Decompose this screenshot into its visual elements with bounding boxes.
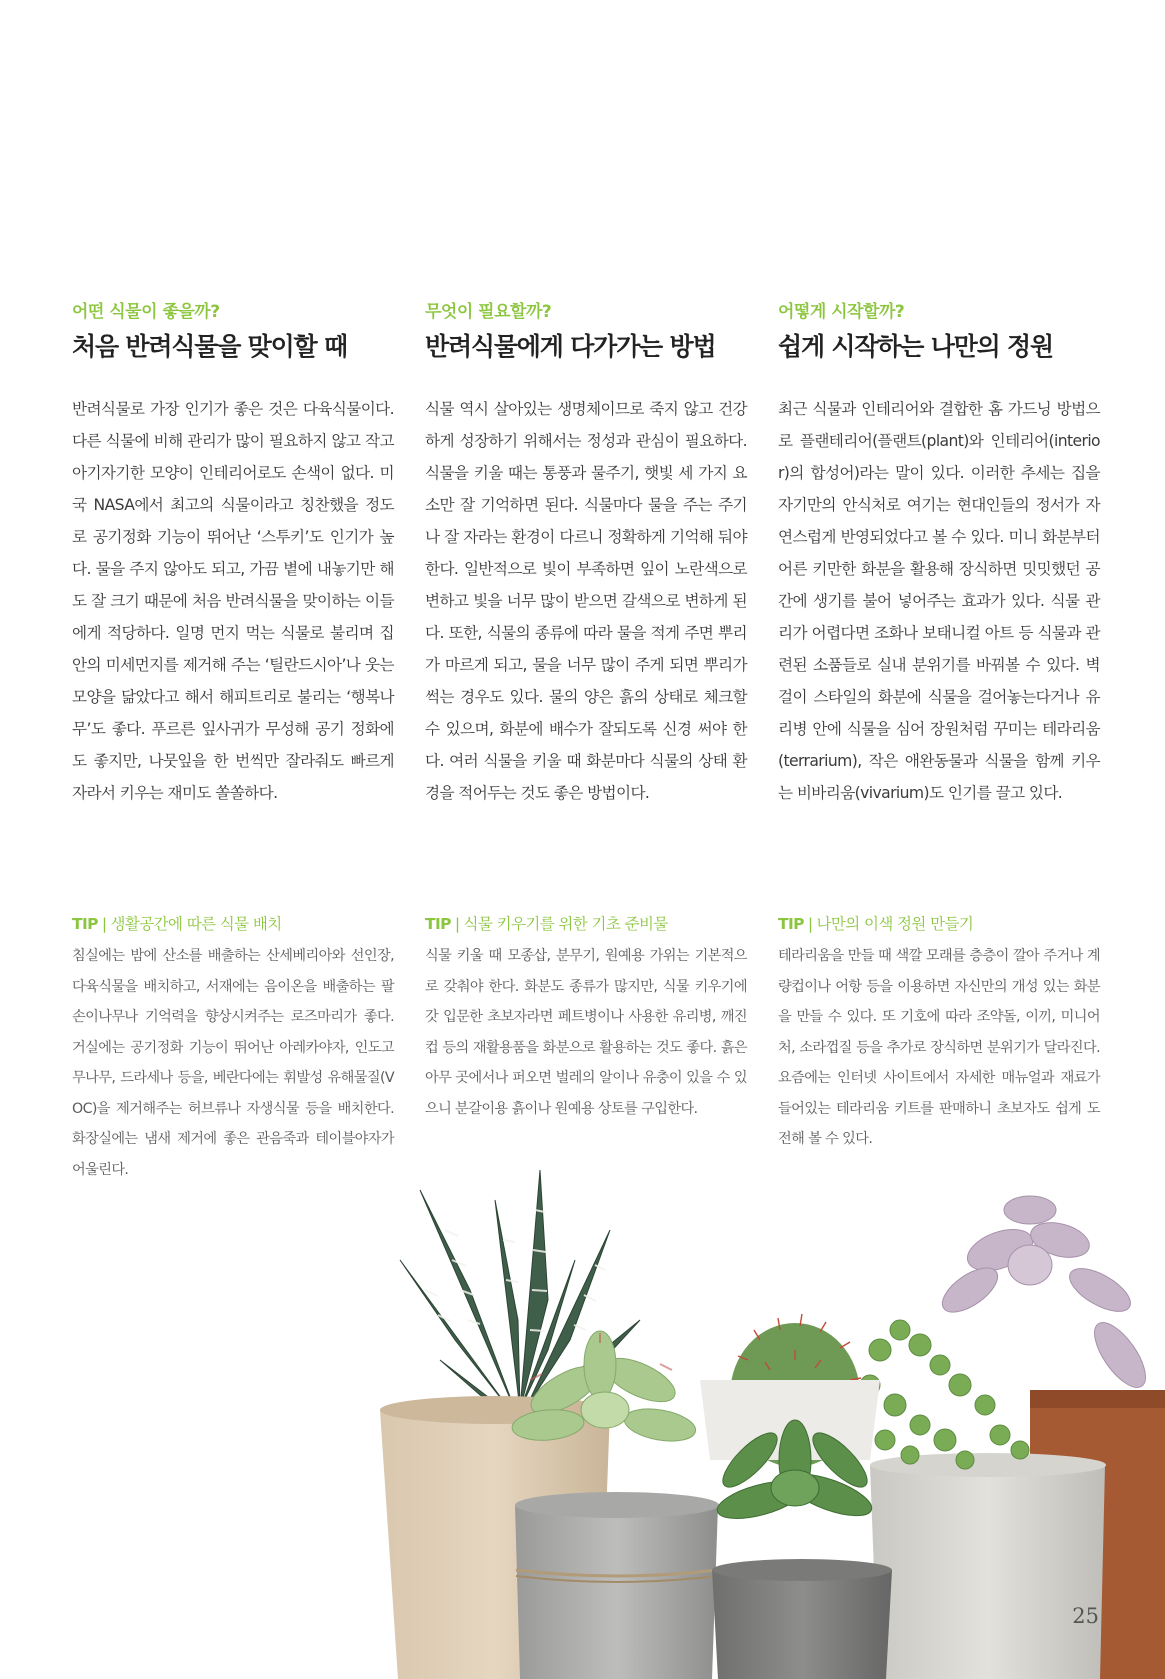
- tip-heading: 식물 키우기를 위한 기초 준비물: [463, 915, 668, 933]
- kicker-1: 어떤 식물이 좋을까?: [72, 302, 220, 322]
- heading-3: 쉽게 시작하는 나만의 정원: [778, 332, 1053, 361]
- grey-cement-pot: [515, 1505, 718, 1679]
- tip-body-3: 테라리움을 만들 때 색깔 모래를 층층이 깔아 주거나 계량컵이나 어항 등을 이용하면 자신만의 개성 있는 화분을 만들 수 있다. 또 기호에 따라 조약돌, 이끼, 미니어처, 소라껍질 등을 추가로 장식하면 분위기가 달라진다. 요즘에는 인터넷 사이트에서 자세한 매뉴얼과 재료가 들어있는 테라리움 키트를 판매하니 초보자도 쉽게 도전해 볼 수 있다.: [778, 948, 1100, 1147]
- tip-label: TIP: [72, 915, 98, 933]
- tip-separator: |: [454, 915, 460, 933]
- tip-heading: 생활공간에 따른 식물 배치: [110, 915, 282, 933]
- tip-title-2: [425, 912, 668, 934]
- kicker-3: 어떻게 시작할까?: [778, 302, 905, 322]
- tip-body-1: 침실에는 밤에 산소를 배출하는 산세베리아와 선인장, 다육식물을 배치하고, 서재에는 음이온을 배출하는 팔손이나무나 기억력을 향상시켜주는 로즈마리가 좋다. 거실에는 공기정화 기능이 뛰어난 아레카야자, 인도고무나무, 드라세나 등을, 베란다에는 휘발성 유해물질(VOC)을 제거해주는 허브류나 자생식물 등을 배치한다. 화장실에는 냄새 제거에 좋은 관음죽과 테이블야자가 어울린다.: [72, 948, 394, 1178]
- tip-title-3: [778, 912, 973, 934]
- body-text-2: 식물 역시 살아있는 생명체이므로 죽지 않고 건강하게 성장하기 위해서는 정성과 관심이 필요하다. 식물을 키울 때는 통풍과 물주기, 햇빛 세 가지 요소만 잘 기억하면 된다. 식물마다 물을 주는 주기나 잘 자라는 환경이 다르니 정확하게 기억해 둬야 한다. 일반적으로 빛이 부족하면 잎이 노란색으로 변하고 빛을 너무 많이 받으면 갈색으로 변하게 된다. 또한, 식물의 종류에 따라 물을 적게 주면 뿌리가 마르게 되고, 물을 너무 많이 주게 되면 뿌리가 썩는 경우도 있다. 물의 양은 흙의 상태로 체크할 수 있으며, 화분에 배수가 잘되도록 신경 써야 한다. 여러 식물을 키울 때 화분마다 식물의 상태 환경을 적어두는 것도 좋은 방법이다.: [425, 400, 747, 802]
- tip-label: TIP: [425, 915, 451, 933]
- light-cement-pot: [870, 1465, 1105, 1679]
- dark-cement-pot: [712, 1570, 892, 1679]
- heading-1: 처음 반려식물을 맞이할 때: [72, 332, 347, 361]
- purple-echeveria: [935, 1196, 1155, 1395]
- tip-body-2: 식물 키울 때 모종삽, 분무기, 원예용 가위는 기본적으로 갖춰야 한다. 화분도 종류가 많지만, 식물 키우기에 갓 입문한 초보자라면 페트병이나 사용한 유리병, 깨진 컵 등의 재활용품을 화분으로 활용하는 것도 좋다. 흙은 아무 곳에서나 퍼오면 벌레의 알이나 유충이 있을 수 있으니 분갈이용 흙이나 원예용 상토를 구입한다.: [425, 948, 747, 1117]
- tip-heading: 나만의 이색 정원 만들기: [816, 915, 974, 933]
- body-text-3: 최근 식물과 인테리어와 결합한 홈 가드닝 방법으로 플랜테리어(플랜트(plant)와 인테리어(interior)의 합성어)라는 말이 있다. 이러한 추세는 집을 자기만의 안식처로 여기는 현대인들의 정서가 자연스럽게 반영되었다고 볼 수 있다. 미니 화분부터 어른 키만한 화분을 활용해 장식하면 밋밋했던 공간에 생기를 불어 넣어주는 효과가 있다. 식물 관리가 어렵다면 조화나 보태니컬 아트 등 식물과 관련된 소품들로 실내 분위기를 바꿔볼 수 있다. 벽걸이 스타일의 화분에 식물을 걸어놓는다거나 유리병 안에 식물을 심어 장원처럼 꾸미는 테라리움(terrarium), 작은 애완동물과 식물을 함께 키우는 비바리움(vivarium)도 인기를 끌고 있다.: [778, 400, 1100, 802]
- page-number: 25: [1072, 1604, 1099, 1628]
- tip-label: TIP: [778, 915, 804, 933]
- tip-separator: |: [807, 915, 813, 933]
- kicker-2: 무엇이 필요할까?: [425, 302, 552, 322]
- heading-2: 반려식물에게 다가가는 방법: [425, 332, 716, 361]
- potted-succulents-photo: [0, 1170, 1165, 1679]
- body-text-1: 반려식물로 가장 인기가 좋은 것은 다육식물이다. 다른 식물에 비해 관리가 많이 필요하지 않고 작고 아기자기한 모양이 인테리어로도 손색이 없다. 미국 NASA에서 최고의 식물이라고 칭찬했을 정도로 공기정화 기능이 뛰어난 ‘스투키’도 인기가 높다. 물을 주지 않아도 되고, 가끔 볕에 내놓기만 해도 잘 크기 때문에 처음 반려식물을 맞이하는 이들에게 적당하다. 일명 먼지 먹는 식물로 불리며 집안의 미세먼지를 제거해 주는 ‘틸란드시아’나 웃는 모양을 닮았다고 해서 해피트리로 불리는 ‘행복나무’도 좋다. 푸르른 잎사귀가 무성해 공기 정화에도 좋지만, 나뭇잎을 한 번씩만 잘라줘도 빠르게 자라서 키우는 재미도 쏠쏠하다.: [72, 400, 394, 802]
- tip-title-1: [72, 912, 282, 934]
- tip-separator: |: [101, 915, 107, 933]
